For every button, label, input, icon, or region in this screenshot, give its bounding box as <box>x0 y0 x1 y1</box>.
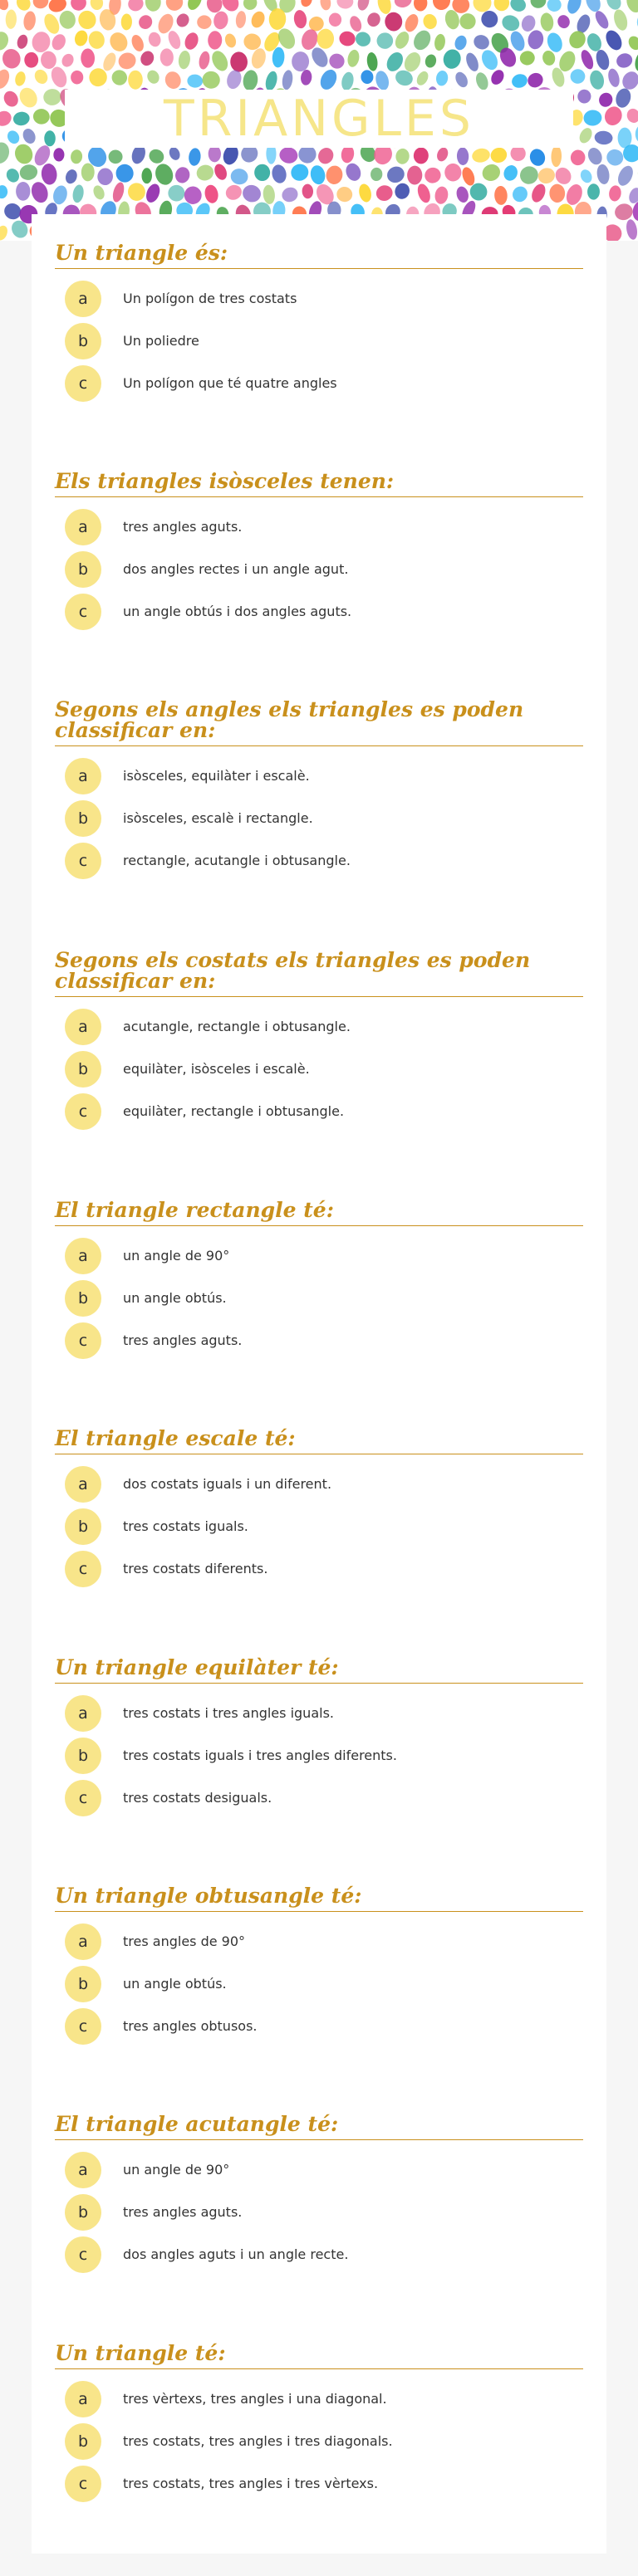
option-text: tres angles aguts. <box>123 519 243 535</box>
option-text: un angle de 90° <box>123 1248 230 1264</box>
option-letter-badge[interactable]: b <box>65 1051 101 1088</box>
question-title: Segons els costats els triangles es poden classificar en: <box>55 950 583 997</box>
answer-option-b[interactable] <box>55 1734 583 1777</box>
option-text: rectangle, acutangle i obtusangle. <box>123 853 351 868</box>
option-text: dos angles rectes i un angle agut. <box>123 561 349 577</box>
option-list <box>55 2148 583 2275</box>
question-block <box>55 1200 583 1361</box>
option-text: tres costats iguals. <box>123 1518 248 1534</box>
answer-option-c[interactable] <box>55 1547 583 1590</box>
page-title: TRIANGLES <box>164 90 474 148</box>
option-text: tres vèrtexs, tres angles i una diagonal. <box>123 2391 387 2407</box>
option-letter-badge[interactable]: b <box>65 2194 101 2231</box>
option-text: Un polígon de tres costats <box>123 291 297 306</box>
answer-option-c[interactable] <box>55 1777 583 1819</box>
option-letter-badge[interactable]: c <box>65 2466 101 2502</box>
answer-option-a[interactable] <box>55 506 583 548</box>
answer-option-b[interactable] <box>55 1963 583 2005</box>
question-block <box>55 950 583 1132</box>
answer-option-a[interactable] <box>55 1920 583 1963</box>
option-letter-badge[interactable]: b <box>65 1738 101 1774</box>
option-text: un angle obtús i dos angles aguts. <box>123 604 352 619</box>
option-text: dos angles aguts i un angle recte. <box>123 2246 349 2262</box>
answer-option-b[interactable] <box>55 2420 583 2462</box>
option-letter-badge[interactable]: c <box>65 843 101 879</box>
option-letter-badge[interactable]: b <box>65 1966 101 2002</box>
option-letter-badge[interactable]: b <box>65 1280 101 1317</box>
option-letter-badge[interactable]: a <box>65 1009 101 1045</box>
question-title: Un triangle és: <box>55 242 583 269</box>
question-title: El triangle acutangle té: <box>55 2114 583 2140</box>
option-list <box>55 1463 583 1590</box>
answer-option-c[interactable] <box>55 2462 583 2505</box>
option-text: tres costats, tres angles i tres vèrtexs. <box>123 2476 379 2491</box>
answer-option-c[interactable] <box>55 1319 583 1361</box>
question-title: Segons els angles els triangles es poden classificar en: <box>55 699 583 746</box>
option-letter-badge[interactable]: c <box>65 1322 101 1359</box>
question-title: El triangle rectangle té: <box>55 1200 583 1226</box>
answer-option-b[interactable] <box>55 548 583 590</box>
option-letter-badge[interactable]: a <box>65 281 101 317</box>
option-text: acutangle, rectangle i obtusangle. <box>123 1019 351 1034</box>
option-text: tres angles aguts. <box>123 2204 243 2220</box>
option-letter-badge[interactable]: a <box>65 509 101 545</box>
question-block <box>55 699 583 882</box>
option-letter-badge[interactable]: b <box>65 551 101 588</box>
option-list <box>55 1234 583 1361</box>
option-text: tres costats iguals i tres angles diferents. <box>123 1747 397 1763</box>
option-text: tres costats i tres angles iguals. <box>123 1705 334 1721</box>
question-block <box>55 1657 583 1819</box>
question-title: El triangle escale té: <box>55 1428 583 1454</box>
question-block <box>55 242 583 404</box>
option-letter-badge[interactable]: c <box>65 2008 101 2045</box>
quiz-card <box>32 214 606 2554</box>
title-box <box>65 90 573 148</box>
question-block <box>55 2114 583 2275</box>
option-text: un angle obtús. <box>123 1976 227 1992</box>
answer-option-a[interactable] <box>55 2378 583 2420</box>
option-text: tres costats desiguals. <box>123 1790 272 1806</box>
option-letter-badge[interactable]: b <box>65 800 101 837</box>
answer-option-a[interactable] <box>55 277 583 320</box>
option-letter-badge[interactable]: a <box>65 1923 101 1960</box>
option-text: tres costats diferents. <box>123 1561 268 1576</box>
answer-option-a[interactable] <box>55 1463 583 1505</box>
option-letter-badge[interactable]: c <box>65 365 101 402</box>
answer-option-b[interactable] <box>55 797 583 839</box>
question-title: Un triangle té: <box>55 2343 583 2369</box>
answer-option-c[interactable] <box>55 590 583 633</box>
option-list <box>55 1920 583 2047</box>
option-list <box>55 1692 583 1819</box>
option-text: isòsceles, equilàter i escalè. <box>123 768 310 784</box>
option-list <box>55 277 583 404</box>
option-text: Un poliedre <box>123 333 199 349</box>
answer-option-a[interactable] <box>55 1234 583 1277</box>
option-text: tres angles obtusos. <box>123 2018 258 2034</box>
option-list <box>55 755 583 882</box>
answer-option-c[interactable] <box>55 362 583 404</box>
option-letter-badge[interactable]: a <box>65 1238 101 1274</box>
answer-option-c[interactable] <box>55 1090 583 1132</box>
option-letter-badge[interactable]: c <box>65 2236 101 2273</box>
option-letter-badge[interactable]: a <box>65 1466 101 1503</box>
option-letter-badge[interactable]: b <box>65 323 101 359</box>
question-title: Un triangle equilàter té: <box>55 1657 583 1684</box>
option-text: isòsceles, escalè i rectangle. <box>123 810 313 826</box>
option-letter-badge[interactable]: c <box>65 594 101 630</box>
answer-option-c[interactable] <box>55 839 583 882</box>
option-text: equilàter, rectangle i obtusangle. <box>123 1103 345 1119</box>
option-text: tres angles aguts. <box>123 1332 243 1348</box>
answer-option-a[interactable] <box>55 755 583 797</box>
option-list <box>55 2378 583 2505</box>
option-letter-badge[interactable]: b <box>65 1508 101 1545</box>
option-letter-badge[interactable]: a <box>65 758 101 794</box>
question-block <box>55 1428 583 1590</box>
question-title: Un triangle obtusangle té: <box>55 1885 583 1912</box>
option-text: dos costats iguals i un diferent. <box>123 1476 332 1492</box>
question-block <box>55 471 583 633</box>
option-text: equilàter, isòsceles i escalè. <box>123 1061 310 1077</box>
option-text: tres angles de 90° <box>123 1933 246 1949</box>
option-letter-badge[interactable]: c <box>65 1551 101 1587</box>
answer-option-b[interactable] <box>55 320 583 362</box>
option-letter-badge[interactable]: c <box>65 1093 101 1130</box>
option-text: Un polígon que té quatre angles <box>123 375 337 391</box>
option-text: tres costats, tres angles i tres diagonals. <box>123 2433 393 2449</box>
answer-option-b[interactable] <box>55 2191 583 2233</box>
answer-option-a[interactable] <box>55 2148 583 2191</box>
answer-option-b[interactable] <box>55 1277 583 1319</box>
answer-option-c[interactable] <box>55 2233 583 2275</box>
option-list <box>55 1005 583 1132</box>
option-letter-badge[interactable]: a <box>65 2381 101 2417</box>
option-text: un angle obtús. <box>123 1290 227 1306</box>
question-title: Els triangles isòsceles tenen: <box>55 471 583 497</box>
answer-option-b[interactable] <box>55 1505 583 1547</box>
answer-option-a[interactable] <box>55 1005 583 1048</box>
question-block <box>55 2343 583 2505</box>
answer-option-a[interactable] <box>55 1692 583 1734</box>
option-letter-badge[interactable]: a <box>65 2152 101 2188</box>
answer-option-b[interactable] <box>55 1048 583 1090</box>
answer-option-c[interactable] <box>55 2005 583 2047</box>
option-letter-badge[interactable]: b <box>65 2423 101 2460</box>
option-letter-badge[interactable]: a <box>65 1695 101 1732</box>
option-letter-badge[interactable]: c <box>65 1780 101 1816</box>
option-text: un angle de 90° <box>123 2162 230 2178</box>
option-list <box>55 506 583 633</box>
question-block <box>55 1885 583 2047</box>
